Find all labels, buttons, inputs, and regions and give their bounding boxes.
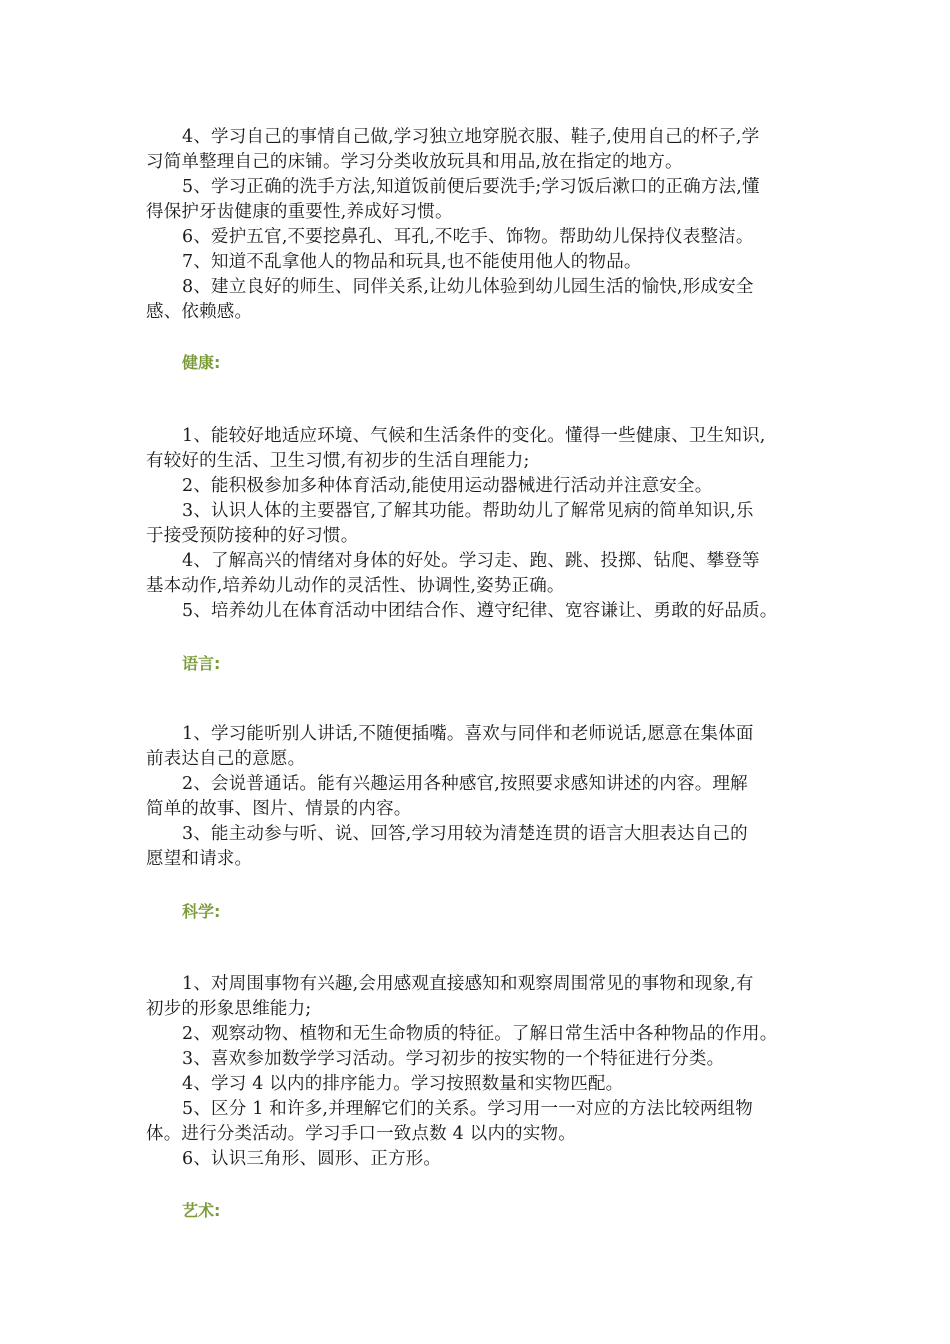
science-paragraph-5 [146, 1097, 836, 1147]
text-line: 于接受预防接种的好习惯。 [146, 526, 359, 546]
text-line: 5、培养幼儿在体育活动中团结合作、遵守纪律、宽容谦让、勇敢的好品质。 [182, 601, 778, 621]
intro-paragraph-7 [146, 250, 836, 275]
health-paragraph-1 [146, 424, 836, 474]
text-line: 习简单整理自己的床铺。学习分类收放玩具和用品,放在指定的地方。 [146, 152, 683, 172]
text-line: 1、对周围事物有兴趣,会用感观直接感知和观察周围常见的事物和现象,有 [182, 974, 754, 994]
health-paragraph-5 [146, 599, 836, 624]
language-paragraph-2 [146, 772, 836, 822]
language-paragraph-1 [146, 722, 836, 772]
text-line: 感、依赖感。 [146, 302, 253, 322]
text-line: 初步的形象思维能力; [146, 999, 312, 1019]
text-line: 3、喜欢参加数学学习活动。学习初步的按实物的一个特征进行分类。 [182, 1049, 725, 1069]
text-line: 4、学习自己的事情自己做,学习独立地穿脱衣服、鞋子,使用自己的杯子,学 [182, 127, 760, 147]
text-line: 3、能主动参与听、说、回答,学习用较为清楚连贯的语言大胆表达自己的 [182, 824, 748, 844]
science-paragraph-3 [146, 1047, 836, 1072]
health-paragraph-3 [146, 499, 836, 549]
text-line: 得保护牙齿健康的重要性,养成好习惯。 [146, 202, 453, 222]
intro-paragraph-4 [146, 125, 836, 175]
text-line: 简单的故事、图片、情景的内容。 [146, 799, 412, 819]
section-heading-science: 科学: [182, 902, 221, 921]
science-paragraph-1 [146, 972, 836, 1022]
text-line: 2、会说普通话。能有兴趣运用各种感官,按照要求感知讲述的内容。理解 [182, 774, 748, 794]
text-line: 5、学习正确的洗手方法,知道饭前便后要洗手;学习饭后漱口的正确方法,懂 [182, 177, 760, 197]
section-heading-language: 语言: [182, 654, 221, 673]
section-heading-art: 艺术: [182, 1201, 221, 1220]
science-paragraph-4 [146, 1072, 836, 1097]
text-line: 4、了解高兴的情绪对身体的好处。学习走、跑、跳、投掷、钻爬、攀登等 [182, 551, 760, 571]
text-line: 1、学习能听别人讲话,不随便插嘴。喜欢与同伴和老师说话,愿意在集体面 [182, 724, 754, 744]
health-paragraph-4 [146, 549, 836, 599]
text-line: 5、区分 1 和许多,并理解它们的关系。学习用一一对应的方法比较两组物 [182, 1099, 753, 1119]
text-line: 4、学习 4 以内的排序能力。学习按照数量和实物匹配。 [182, 1074, 624, 1094]
text-line: 愿望和请求。 [146, 849, 253, 869]
text-line: 3、认识人体的主要器官,了解其功能。帮助幼儿了解常见病的简单知识,乐 [182, 501, 754, 521]
text-line: 2、观察动物、植物和无生命物质的特征。了解日常生活中各种物品的作用。 [182, 1024, 778, 1044]
text-line: 基本动作,培养幼儿动作的灵活性、协调性,姿势正确。 [146, 576, 565, 596]
text-line: 6、认识三角形、圆形、正方形。 [182, 1149, 442, 1169]
text-line: 7、知道不乱拿他人的物品和玩具,也不能使用他人的物品。 [182, 252, 642, 272]
text-line: 1、能较好地适应环境、气候和生活条件的变化。懂得一些健康、卫生知识, [182, 426, 766, 446]
intro-paragraph-6 [146, 225, 836, 250]
text-line: 有较好的生活、卫生习惯,有初步的生活自理能力; [146, 451, 530, 471]
intro-paragraph-5 [146, 175, 836, 225]
text-line: 8、建立良好的师生、同伴关系,让幼儿体验到幼儿园生活的愉快,形成安全 [182, 277, 754, 297]
language-paragraph-3 [146, 822, 836, 872]
text-line: 6、爱护五官,不要挖鼻孔、耳孔,不吃手、饰物。帮助幼儿保持仪表整洁。 [182, 227, 754, 247]
section-heading-health: 健康: [182, 353, 221, 372]
health-paragraph-2 [146, 474, 836, 499]
text-line: 体。进行分类活动。学习手口一致点数 4 以内的实物。 [146, 1124, 576, 1144]
science-paragraph-6 [146, 1147, 836, 1172]
text-line: 前表达自己的意愿。 [146, 749, 306, 769]
intro-paragraph-8 [146, 275, 836, 325]
text-line: 2、能积极参加多种体育活动,能使用运动器械进行活动并注意安全。 [182, 476, 713, 496]
science-paragraph-2 [146, 1022, 836, 1047]
